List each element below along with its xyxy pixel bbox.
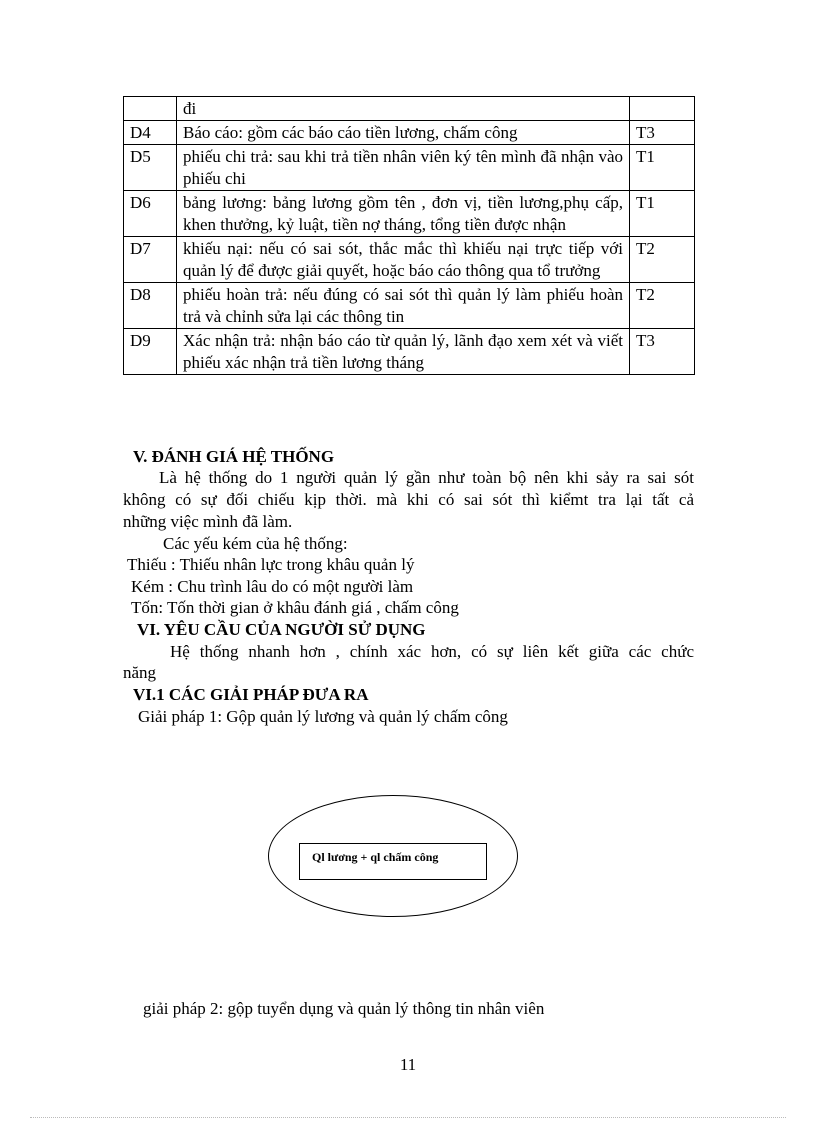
- row-id: D7: [124, 237, 177, 283]
- table-row: [124, 191, 695, 237]
- table-row: [124, 145, 695, 191]
- row-reference: T1: [630, 145, 695, 191]
- section-5-paragraph-line-2: không có sự đối chiếu kịp thời. mà khi có sai sót thì kiểmt tra lại tất cả: [123, 490, 694, 509]
- row-reference: T3: [630, 329, 695, 375]
- row-reference: T1: [630, 191, 695, 237]
- section-6-heading: VI. YÊU CẦU CỦA NGƯỜI SỬ DỤNG: [137, 620, 426, 639]
- table-row: [124, 329, 695, 375]
- row-description: phiếu chi trả: sau khi trả tiền nhân viên ký tên mình đã nhận vào phiếu chi: [177, 145, 630, 191]
- page-number: 11: [399, 1055, 417, 1074]
- table-row: [124, 283, 695, 329]
- section-6-paragraph-line-2: năng: [123, 663, 157, 682]
- weaknesses-intro: Các yếu kém của hệ thống:: [163, 534, 348, 553]
- row-id: D6: [124, 191, 177, 237]
- solution-2-text: giải pháp 2: gộp tuyển dụng và quản lý thông tin nhân viên: [143, 999, 545, 1018]
- row-id: D9: [124, 329, 177, 375]
- row-id: D4: [124, 121, 177, 145]
- row-reference: T2: [630, 237, 695, 283]
- weakness-item-slow: Kém : Chu trình lâu do có một người làm: [131, 577, 414, 596]
- row-id: D8: [124, 283, 177, 329]
- table-row: [124, 237, 695, 283]
- page-edge-rule: [30, 1117, 786, 1118]
- row-reference: T2: [630, 283, 695, 329]
- table-row: [124, 121, 695, 145]
- weakness-item-costly: Tốn: Tốn thời gian ở khâu đánh giá , chấm công: [131, 598, 459, 617]
- table-row: [124, 97, 695, 121]
- row-reference: T3: [630, 121, 695, 145]
- diagram-box: Ql lương + ql chấm công: [299, 843, 487, 880]
- section-6-1-heading: VI.1 CÁC GIẢI PHÁP ĐƯA RA: [133, 685, 369, 704]
- weakness-item-shortage: Thiếu : Thiếu nhân lực trong khâu quản lý: [127, 555, 415, 574]
- row-id: [124, 97, 177, 121]
- section-5-paragraph-line-1: Là hệ thống do 1 người quản lý gần như toàn bộ nên khi sảy ra sai sót: [159, 468, 694, 487]
- row-description: khiếu nại: nếu có sai sót, thắc mắc thì khiếu nại trực tiếp với quản lý để được giải quyết, hoặc báo cáo thông qua tổ trưởng: [177, 237, 630, 283]
- row-description: Báo cáo: gồm các báo cáo tiền lương, chấm công: [177, 121, 630, 145]
- data-flow-table: [123, 96, 695, 375]
- row-id: D5: [124, 145, 177, 191]
- row-reference: [630, 97, 695, 121]
- solution-1-text: Giải pháp 1: Gộp quản lý lương và quản lý chấm công: [138, 707, 508, 726]
- section-6-paragraph-line-1: Hệ thống nhanh hơn , chính xác hơn, có sự liên kết giữa các chức: [170, 642, 694, 661]
- row-description: đi: [177, 97, 630, 121]
- section-5-paragraph-line-3: những việc mình đã làm.: [123, 512, 293, 531]
- row-description: Xác nhận trả: nhận báo cáo từ quản lý, lãnh đạo xem xét và viết phiếu xác nhận trả tiền lương tháng: [177, 329, 630, 375]
- row-description: phiếu hoàn trả: nếu đúng có sai sót thì quản lý làm phiếu hoàn trả và chỉnh sửa lại các thông tin: [177, 283, 630, 329]
- section-5-heading: V. ĐÁNH GIÁ HỆ THỐNG: [133, 447, 335, 466]
- row-description: bảng lương: bảng lương gồm tên , đơn vị, tiền lương,phụ cấp, khen thưởng, kỷ luật, tiền nợ tháng, tổng tiền được nhận: [177, 191, 630, 237]
